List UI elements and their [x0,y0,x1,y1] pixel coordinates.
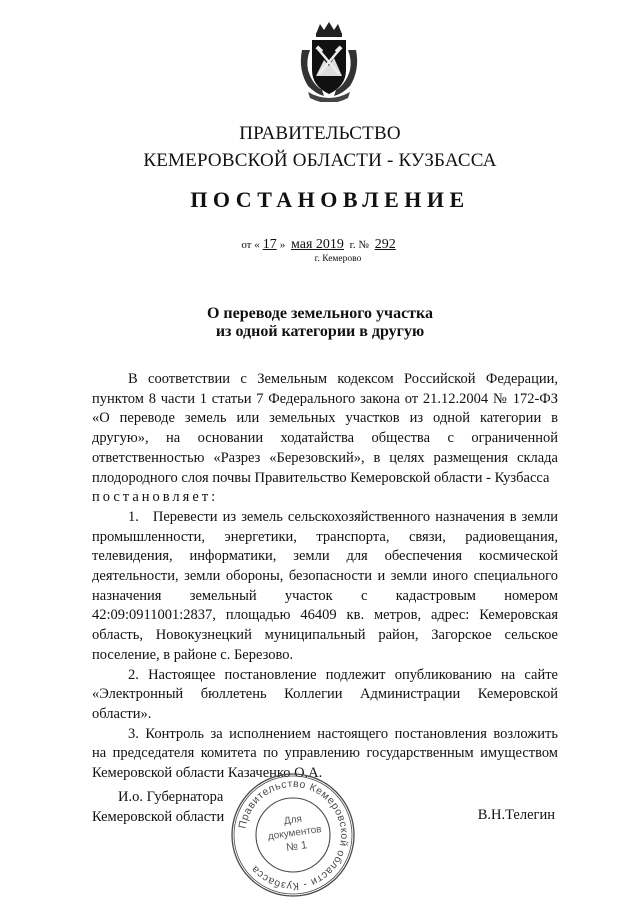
city: г. Кемерово [314,254,362,264]
subject-line1: О переводе земельного участка [206,305,434,322]
stamp-center-line3: № 1 [285,839,308,855]
resolves-paragraph: постановляет: [92,489,219,506]
signatory-position-line1: И.о. Губернатора [118,789,224,805]
official-stamp [229,771,357,899]
date-and-number-line [0,237,640,253]
document-type-title: ПОСТАНОВЛЕНИЕ [190,187,470,212]
signatory-name: В.Н.Телегин [477,807,555,823]
government-name-line1: ПРАВИТЕЛЬСТВО [239,123,401,144]
coat-of-arms-icon [294,20,364,102]
subject-line2: из одной категории в другую [215,323,425,340]
stamp-center-line1: Для [283,813,303,828]
item-1-number: 1. [128,508,139,525]
item-1-paragraph [92,508,558,666]
signatory-position-line2: Кемеровской области [92,809,225,825]
date-prefix: от « [241,239,260,251]
date-day: 17 [262,237,277,252]
preamble-paragraph: В соответствии с Земельным кодексом Российской Федерации, пунктом 8 части 1 статьи 7 Федерального закона от 21.12.2004 № 172-ФЗ «О переводе земель или земельных участков из одной категории в другую», на основании ходатайства общества с ограниченной ответственностью «Разрез «Березовский», в целях размещения склада плодородного слоя почвы Правительство Кемеровской области - Кузбасса [92,371,558,486]
item-3-paragraph: 3. Контроль за исполнением настоящего постановления возложить на председателя комитета по управлению государственным имуществом Кемеровской области Казаченко О.А. [92,725,558,782]
date-mid: » [279,239,286,251]
document-number: 292 [374,237,396,252]
date-suffix: г. № [349,239,369,251]
stamp-ring-text: Правительство Кемеровской области - Кузбасса [236,777,351,893]
date-month-year: мая 2019 [290,237,344,252]
document-body [92,370,558,784]
government-name-line2: КЕМЕРОВСКОЙ ОБЛАСТИ - КУЗБАССА [143,150,497,171]
item-1-text: Перевести из земель сельскохозяйственного назначения в земли промышленности, энергетики, транспорта, связи, радиовещания, телевидения, информатики, земли для обеспечения космической деятельности, земли обороны, безопасности и земли иного специального назначения земельный участок с кадастровым номером 42:09:0911001:2837, площадью 46409 кв. метров, адрес: Кемеровская область, Новокузнецкий муниципальный район, Загорское сельское поселение, в районе с. Березово. [92,508,558,663]
signatory-position [92,787,224,827]
stamp-center-line2: документов [267,824,323,843]
item-2-paragraph: 2. Настоящее постановление подлежит опубликованию на сайте «Электронный бюллетень Коллегии Администрации Кемеровской области». [92,666,558,722]
